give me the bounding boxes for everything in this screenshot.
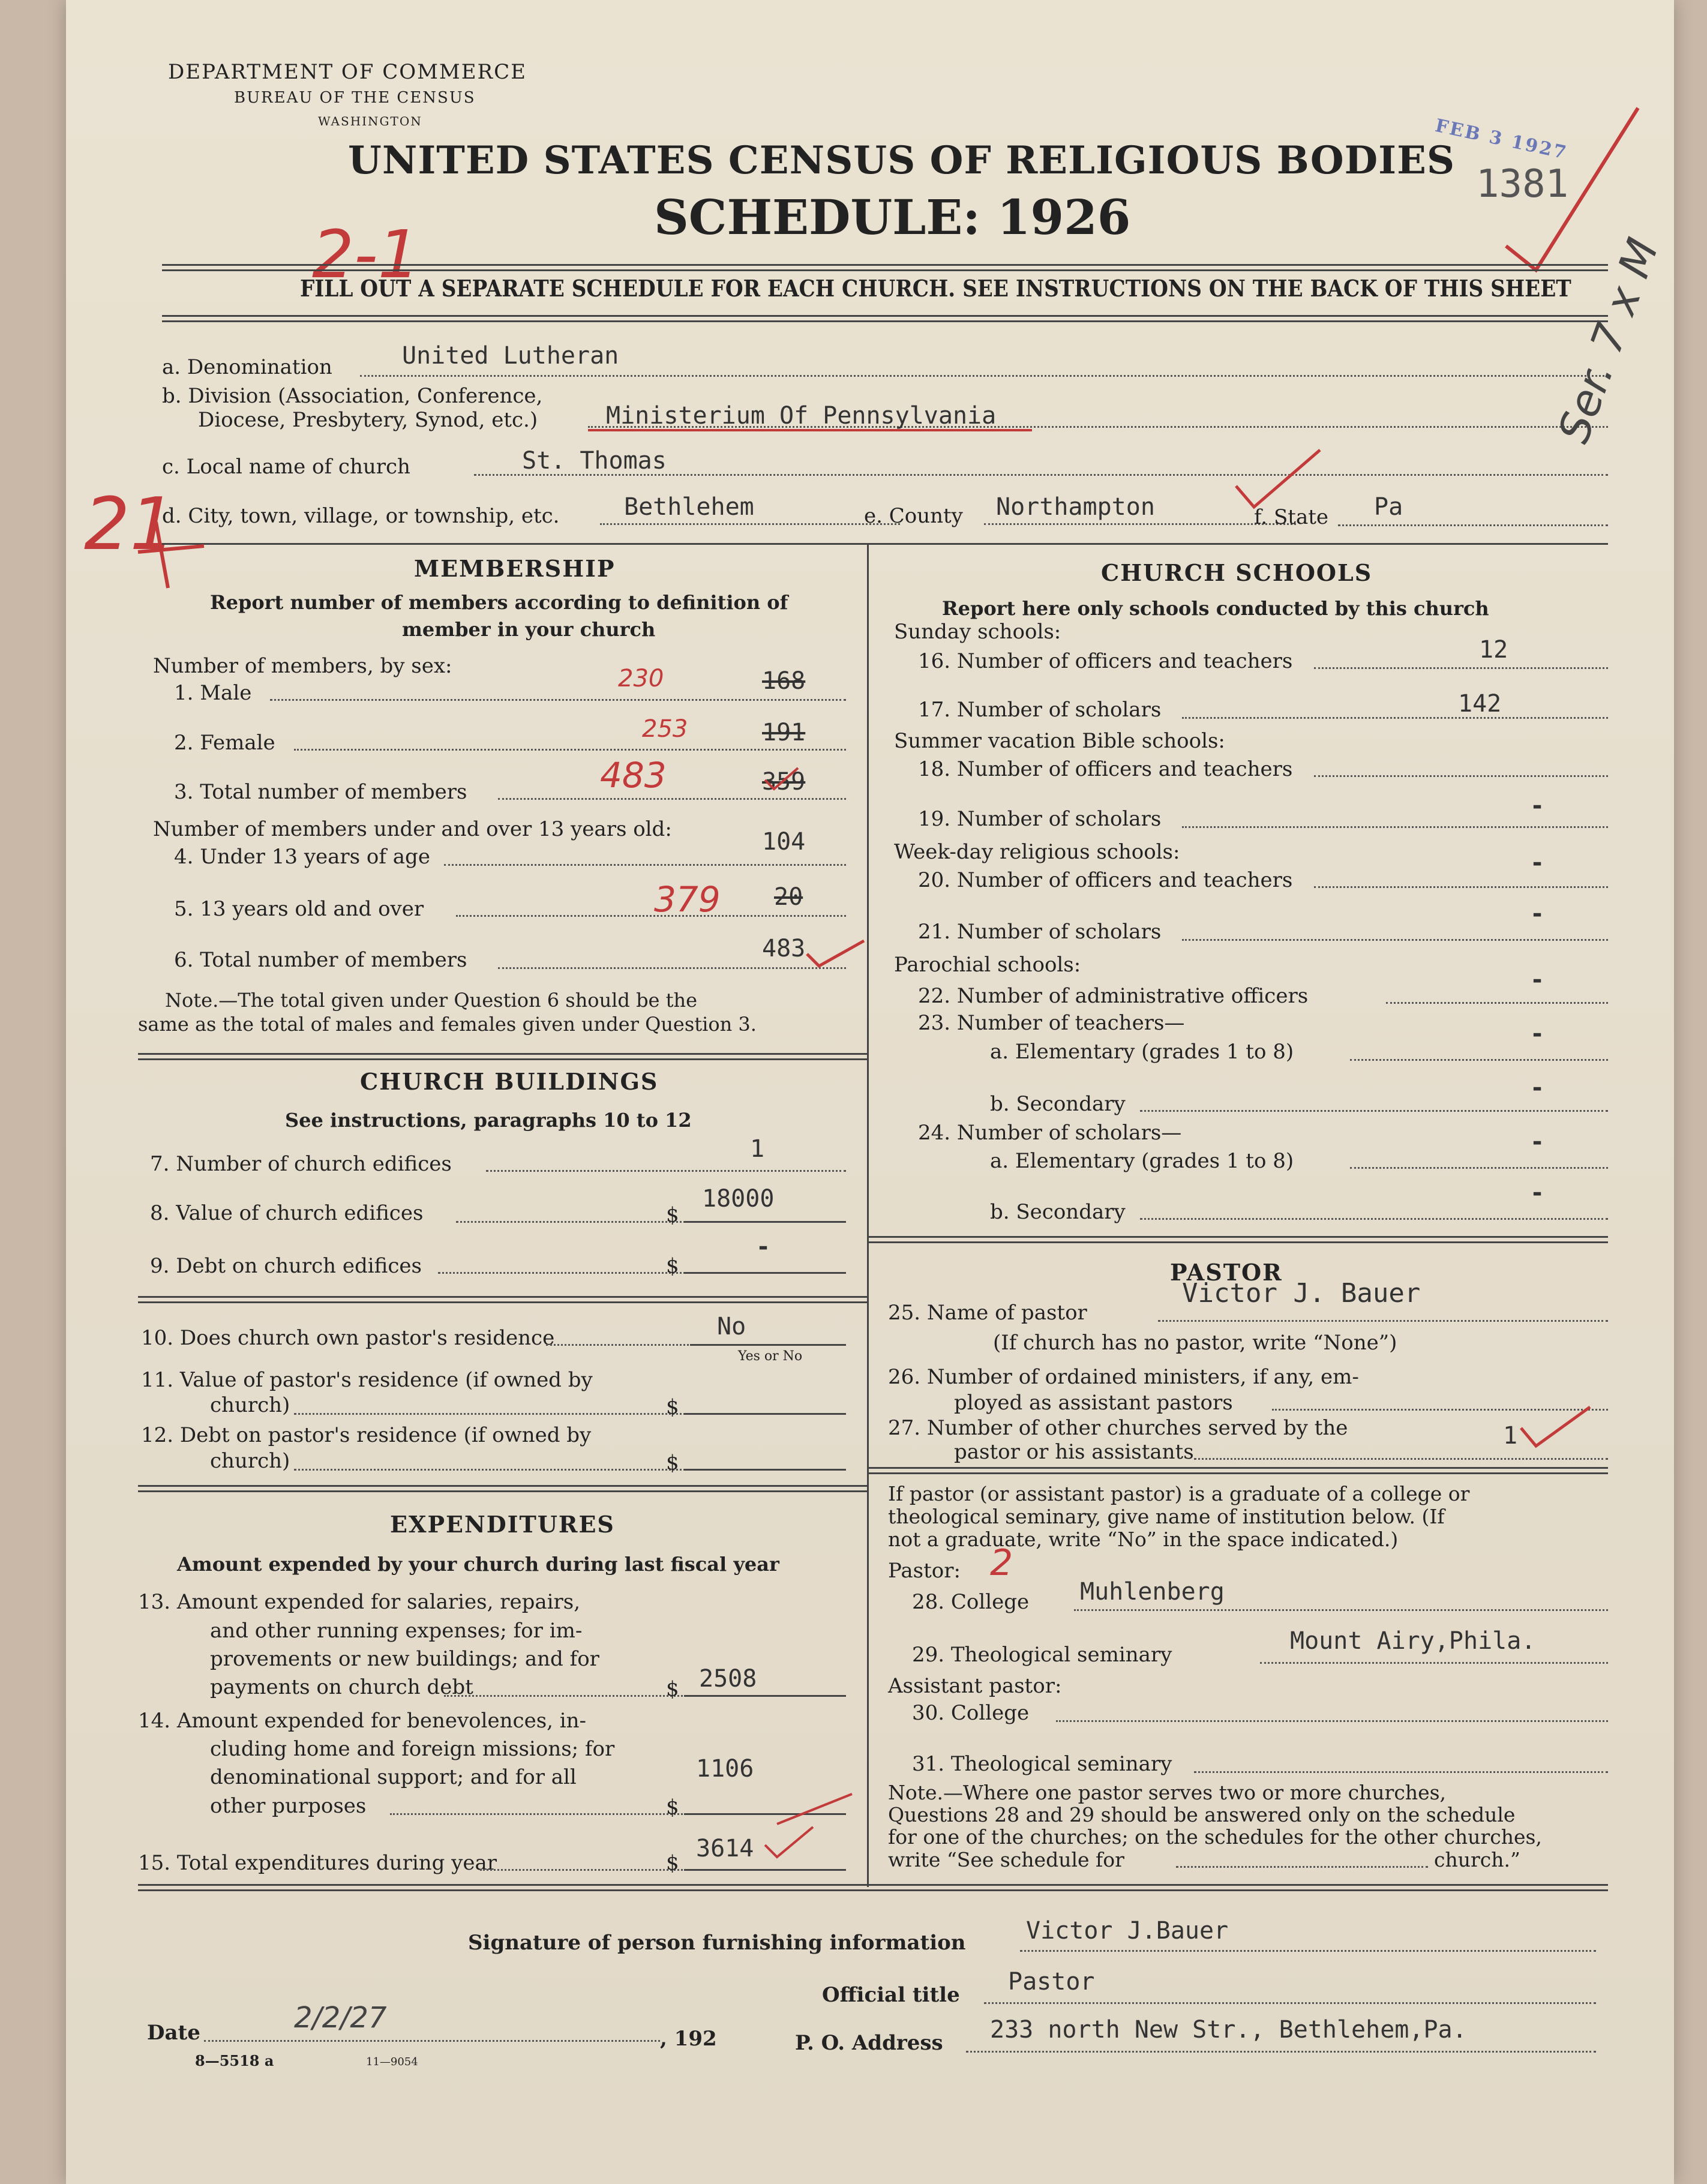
q31-label: 31. Theological seminary — [912, 1752, 1172, 1776]
buildings-title: CHURCH BUILDINGS — [360, 1068, 659, 1095]
membership-note-2: same as the total of males and females given under Question 3. — [138, 1013, 757, 1036]
q24a-label: a. Elementary (grades 1 to 8) — [990, 1149, 1294, 1173]
q8-dollar: $ — [666, 1203, 679, 1227]
q12-dollar: $ — [666, 1451, 679, 1475]
q20-label: 20. Number of officers and teachers — [918, 868, 1293, 892]
q23a-value[interactable]: - — [1530, 1020, 1545, 1048]
division-value[interactable]: Ministerium Of Pennsylvania — [606, 402, 997, 430]
q13-label-2: and other running expenses; for im- — [210, 1619, 583, 1643]
graduate-instr-1: If pastor (or assistant pastor) is a graduate of a college or — [888, 1482, 1470, 1505]
expenditures-title: EXPENDITURES — [390, 1511, 615, 1538]
q17-line — [1182, 717, 1608, 719]
q20-value[interactable]: - — [1530, 849, 1545, 877]
q24b-label: b. Secondary — [990, 1200, 1126, 1224]
instruction-banner: FILL OUT A SEPARATE SCHEDULE FOR EACH CHURCH. SEE INSTRUCTIONS ON THE BACK OF THIS SHEET — [300, 275, 1571, 302]
q2-old-value: 191 — [762, 719, 806, 746]
q22-value[interactable]: - — [1530, 966, 1545, 994]
q17-label: 17. Number of scholars — [918, 698, 1162, 722]
county-label: e. County — [864, 504, 963, 528]
column-divider — [867, 543, 869, 1887]
q23b-label: b. Secondary — [990, 1092, 1126, 1116]
q10-value[interactable]: No — [717, 1313, 746, 1340]
side-note: Ser. 7 x M — [1548, 232, 1669, 449]
expenditures-instr: Amount expended by your church during last fiscal year — [177, 1553, 779, 1576]
q7-line — [486, 1170, 846, 1172]
q15-value[interactable]: 3614 — [696, 1835, 754, 1862]
q27-check-icon — [1518, 1404, 1596, 1452]
q13-label-1: 13. Amount expended for salaries, repairs, — [138, 1590, 581, 1614]
handwritten-code: 2-1 — [312, 216, 420, 293]
form-title: UNITED STATES CENSUS OF RELIGIOUS BODIES — [348, 138, 1456, 183]
q28-line — [1074, 1609, 1608, 1611]
pastor-note-1: Note.—Where one pastor serves two or more churches, — [888, 1781, 1447, 1804]
denomination-line — [360, 375, 1608, 377]
q23b-line — [1140, 1110, 1608, 1112]
q6-value[interactable]: 483 — [762, 935, 806, 962]
q10-line — [546, 1344, 714, 1346]
q2-label: 2. Female — [174, 731, 275, 755]
membership-note-1: Note.—The total given under Question 6 should be the — [165, 989, 698, 1012]
header-rule-2 — [162, 315, 1608, 322]
official-title-label: Official title — [822, 1983, 960, 2007]
q29-line — [1260, 1662, 1608, 1664]
q27-label-2: pastor or his assistants — [954, 1440, 1194, 1464]
pastor-note-3: for one of the churches; on the schedules for the other churches, — [888, 1825, 1542, 1849]
church-name-label: c. Local name of church — [162, 455, 410, 479]
q2-line — [294, 749, 846, 751]
date-value[interactable]: 2/2/27 — [294, 2001, 387, 2035]
county-line — [984, 523, 1296, 525]
membership-rule — [138, 1053, 867, 1060]
denomination-value[interactable]: United Lutheran — [402, 342, 619, 370]
q11-line — [294, 1413, 708, 1415]
margin-note: 21 — [84, 483, 176, 566]
po-address-value[interactable]: 233 north New Str., Bethlehem,Pa. — [990, 2016, 1467, 2044]
q22-line — [1386, 1002, 1608, 1004]
form-number: 8—5518 a — [195, 2052, 274, 2069]
q4-label: 4. Under 13 years of age — [174, 845, 430, 869]
q14-label-4: other purposes — [210, 1794, 367, 1818]
q15-value-line — [684, 1869, 846, 1871]
county-check-icon — [1230, 444, 1326, 516]
q8-value[interactable]: 18000 — [702, 1185, 775, 1213]
q28-label: 28. College — [912, 1590, 1030, 1614]
q12-label-1: 12. Debt on pastor's residence (if owned by — [141, 1423, 592, 1447]
pastor-rule — [867, 1467, 1608, 1474]
q5-new-value[interactable]: 379 — [654, 879, 721, 920]
q26-label-1: 26. Number of ordained ministers, if any, em- — [888, 1365, 1359, 1389]
pastor-note-5: church.” — [1434, 1848, 1520, 1871]
official-title-line — [984, 2002, 1596, 2004]
q18-line — [1314, 775, 1608, 777]
membership-instr-1: Report number of members according to definition of — [210, 591, 788, 614]
q13-value-line — [684, 1695, 846, 1697]
section-rule — [162, 543, 1608, 545]
city-label: d. City, town, village, or township, etc. — [162, 504, 560, 528]
signature-label: Signature of person furnishing information — [468, 1931, 966, 1955]
q25-hint: (If church has no pastor, write “None”) — [993, 1331, 1397, 1355]
schedule-title: SCHEDULE: 1926 — [654, 189, 1131, 245]
q10-label: 10. Does church own pastor's residence — [141, 1326, 555, 1350]
asst-subheader: Assistant pastor: — [888, 1674, 1062, 1698]
q15-check-icon — [762, 1824, 816, 1860]
expenditures-rule — [138, 1485, 867, 1492]
q9-label: 9. Debt on church edifices — [150, 1254, 422, 1278]
q23a-label: a. Elementary (grades 1 to 8) — [990, 1040, 1294, 1064]
q15-dollar: $ — [666, 1851, 679, 1875]
census-schedule-paper — [66, 0, 1674, 2184]
dept-heading: DEPARTMENT OF COMMERCE — [168, 60, 527, 84]
q23b-value[interactable]: - — [1530, 1074, 1545, 1102]
q21-label: 21. Number of scholars — [918, 920, 1162, 944]
q12-label-2: church) — [210, 1449, 290, 1473]
q28-value[interactable]: Muhlenberg — [1080, 1578, 1225, 1606]
division-label-1: b. Division (Association, Conference, — [162, 384, 543, 408]
q20-line — [1314, 886, 1608, 888]
church-name-value[interactable]: St. Thomas — [522, 447, 667, 475]
q30-line[interactable] — [1056, 1720, 1608, 1722]
membership-title: MEMBERSHIP — [414, 555, 616, 582]
date-label: Date — [147, 2021, 200, 2045]
q7-value[interactable]: 1 — [750, 1135, 765, 1163]
q16-value[interactable]: 12 — [1479, 636, 1508, 664]
q27-line — [1194, 1458, 1608, 1460]
q4-line — [444, 864, 846, 866]
q13-dollar: $ — [666, 1677, 679, 1701]
pastor-note-4: write “See schedule for — [888, 1848, 1124, 1871]
q3-check-icon — [762, 765, 804, 795]
footer-rule — [138, 1884, 1608, 1891]
denomination-label: a. Denomination — [162, 355, 332, 379]
city-line — [600, 523, 900, 525]
q11-label-2: church) — [210, 1393, 290, 1417]
q3-new-value[interactable]: 483 — [600, 755, 667, 796]
state-label: f. State — [1254, 505, 1328, 529]
q22-label: 22. Number of administrative officers — [918, 984, 1309, 1008]
q6-check-icon — [804, 936, 870, 972]
q8-value-line — [684, 1221, 846, 1223]
schedule-number: 1381 — [1476, 162, 1569, 206]
county-value[interactable]: Northampton — [996, 493, 1155, 521]
po-address-line — [966, 2051, 1596, 2053]
q9-value-line — [684, 1272, 846, 1274]
q11-dollar: $ — [666, 1395, 679, 1419]
po-address-label: P. O. Address — [795, 2031, 943, 2055]
q1-line — [270, 699, 846, 701]
q2-new-value[interactable]: 253 — [642, 715, 688, 743]
q11-label-1: 11. Value of pastor's residence (if owned by — [141, 1368, 593, 1392]
q13-label-4: payments on church debt — [210, 1675, 473, 1699]
sunday-header: Sunday schools: — [894, 620, 1061, 644]
q24b-value[interactable]: - — [1530, 1179, 1545, 1207]
q25-value[interactable]: Victor J. Bauer — [1182, 1278, 1421, 1309]
q6-label: 6. Total number of members — [174, 948, 467, 972]
q16-label: 16. Number of officers and teachers — [918, 649, 1293, 673]
q17-value[interactable]: 142 — [1458, 690, 1502, 718]
q27-value[interactable]: 1 — [1503, 1422, 1518, 1450]
q14-label-1: 14. Amount expended for benevolences, in- — [138, 1709, 587, 1733]
q29-label: 29. Theological seminary — [912, 1643, 1172, 1667]
q3-line — [498, 798, 846, 800]
membership-instr-2: member in your church — [402, 618, 656, 641]
q9-dollar: $ — [666, 1254, 679, 1278]
q27-label-1: 27. Number of other churches served by the — [888, 1416, 1348, 1440]
city-value[interactable]: Bethlehem — [624, 493, 754, 521]
signature-line — [1020, 1950, 1596, 1952]
q14-label-2: cluding home and foreign missions; for — [210, 1737, 615, 1761]
signature-value[interactable]: Victor J.Bauer — [1026, 1917, 1229, 1945]
q12-value-line[interactable] — [684, 1469, 846, 1471]
q5-label: 5. 13 years old and over — [174, 897, 424, 921]
q24-label: 24. Number of scholars— — [918, 1121, 1182, 1145]
q5-old-value: 20 — [774, 883, 803, 911]
q14-check-icon — [774, 1791, 858, 1827]
q7-label: 7. Number of church edifices — [150, 1152, 452, 1176]
pastor-note-line — [1176, 1866, 1428, 1868]
q12-line — [294, 1469, 708, 1471]
q1-label: 1. Male — [174, 681, 252, 705]
date-line — [204, 2040, 660, 2042]
summer-header: Summer vacation Bible schools: — [894, 729, 1225, 753]
q14-dollar: $ — [666, 1795, 679, 1819]
q15-label: 15. Total expenditures during year — [138, 1851, 497, 1875]
q9-value[interactable]: - — [756, 1233, 771, 1261]
official-title-value[interactable]: Pastor — [1008, 1968, 1095, 1996]
q16-line — [1314, 667, 1608, 669]
q30-label: 30. College — [912, 1701, 1030, 1725]
q13-label-3: provements or new buildings; and for — [210, 1647, 599, 1671]
state-value[interactable]: Pa — [1374, 493, 1403, 521]
pastor-note-2: Questions 28 and 29 should be answered only on the schedule — [888, 1803, 1516, 1826]
pastor-hand-mark: 2 — [990, 1542, 1013, 1584]
q25-label: 25. Name of pastor — [888, 1301, 1087, 1325]
q25-line — [1158, 1320, 1608, 1322]
q11-value-line[interactable] — [684, 1413, 846, 1415]
print-number: 11—9054 — [366, 2056, 418, 2068]
state-line — [1338, 524, 1608, 526]
q3-label: 3. Total number of members — [174, 780, 467, 804]
year-suffix: , 192 — [660, 2027, 717, 2051]
header-rule — [162, 264, 1608, 271]
buildings-instr: See instructions, paragraphs 10 to 12 — [285, 1109, 692, 1132]
margin-cross-icon — [132, 516, 216, 594]
by-sex-label: Number of members, by sex: — [153, 654, 452, 678]
q21-value[interactable]: - — [1530, 900, 1545, 928]
q24a-line — [1350, 1167, 1608, 1169]
q29-value[interactable]: Mount Airy,Phila. — [1290, 1627, 1536, 1655]
parochial-header: Parochial schools: — [894, 953, 1081, 977]
q14-line — [390, 1813, 708, 1815]
buildings-rule — [138, 1296, 867, 1303]
schools-title: CHURCH SCHOOLS — [1101, 559, 1373, 586]
q31-line[interactable] — [1194, 1771, 1608, 1773]
graduate-instr-2: theological seminary, give name of institution below. (If — [888, 1505, 1445, 1528]
q26-label-2: ployed as assistant pastors — [954, 1391, 1233, 1415]
q8-label: 8. Value of church edifices — [150, 1201, 424, 1225]
q4-value[interactable]: 104 — [762, 828, 806, 856]
received-stamp: FEB 3 1927 — [1433, 115, 1570, 164]
schools-rule — [867, 1236, 1608, 1243]
q5-line — [456, 915, 846, 917]
division-underline — [588, 429, 1032, 431]
q24a-value[interactable]: - — [1530, 1128, 1545, 1156]
pastor-title: PASTOR — [1170, 1259, 1283, 1286]
q24b-line — [1140, 1218, 1608, 1220]
city-heading: WASHINGTON — [318, 114, 422, 128]
q3-old-value: 359 — [762, 768, 806, 796]
q14-label-3: denominational support; and for all — [210, 1765, 577, 1789]
q1-new-value[interactable]: 230 — [618, 665, 664, 692]
q18-label: 18. Number of officers and teachers — [918, 757, 1293, 781]
graduate-instr-3: not a graduate, write “No” in the space indicated.) — [888, 1528, 1399, 1551]
q23-label: 23. Number of teachers— — [918, 1011, 1185, 1035]
q10-hint: Yes or No — [738, 1349, 803, 1364]
q6-line — [498, 967, 846, 969]
q19-line — [1182, 826, 1608, 828]
q21-line — [1182, 939, 1608, 941]
q1-old-value: 168 — [762, 667, 806, 695]
schools-instr: Report here only schools conducted by this church — [942, 597, 1489, 620]
q19-value[interactable]: - — [1530, 792, 1545, 820]
q23a-line — [1350, 1059, 1608, 1061]
bureau-heading: BUREAU OF THE CENSUS — [234, 89, 476, 107]
q13-value[interactable]: 2508 — [699, 1665, 757, 1693]
pastor-subheader: Pastor: — [888, 1559, 961, 1583]
weekday-header: Week-day religious schools: — [894, 840, 1180, 864]
division-label-2: Diocese, Presbytery, Synod, etc.) — [198, 408, 538, 432]
q10-value-line — [690, 1344, 846, 1346]
q19-label: 19. Number of scholars — [918, 807, 1162, 831]
age-header: Number of members under and over 13 years old: — [153, 817, 672, 841]
q14-value[interactable]: 1106 — [696, 1755, 754, 1783]
